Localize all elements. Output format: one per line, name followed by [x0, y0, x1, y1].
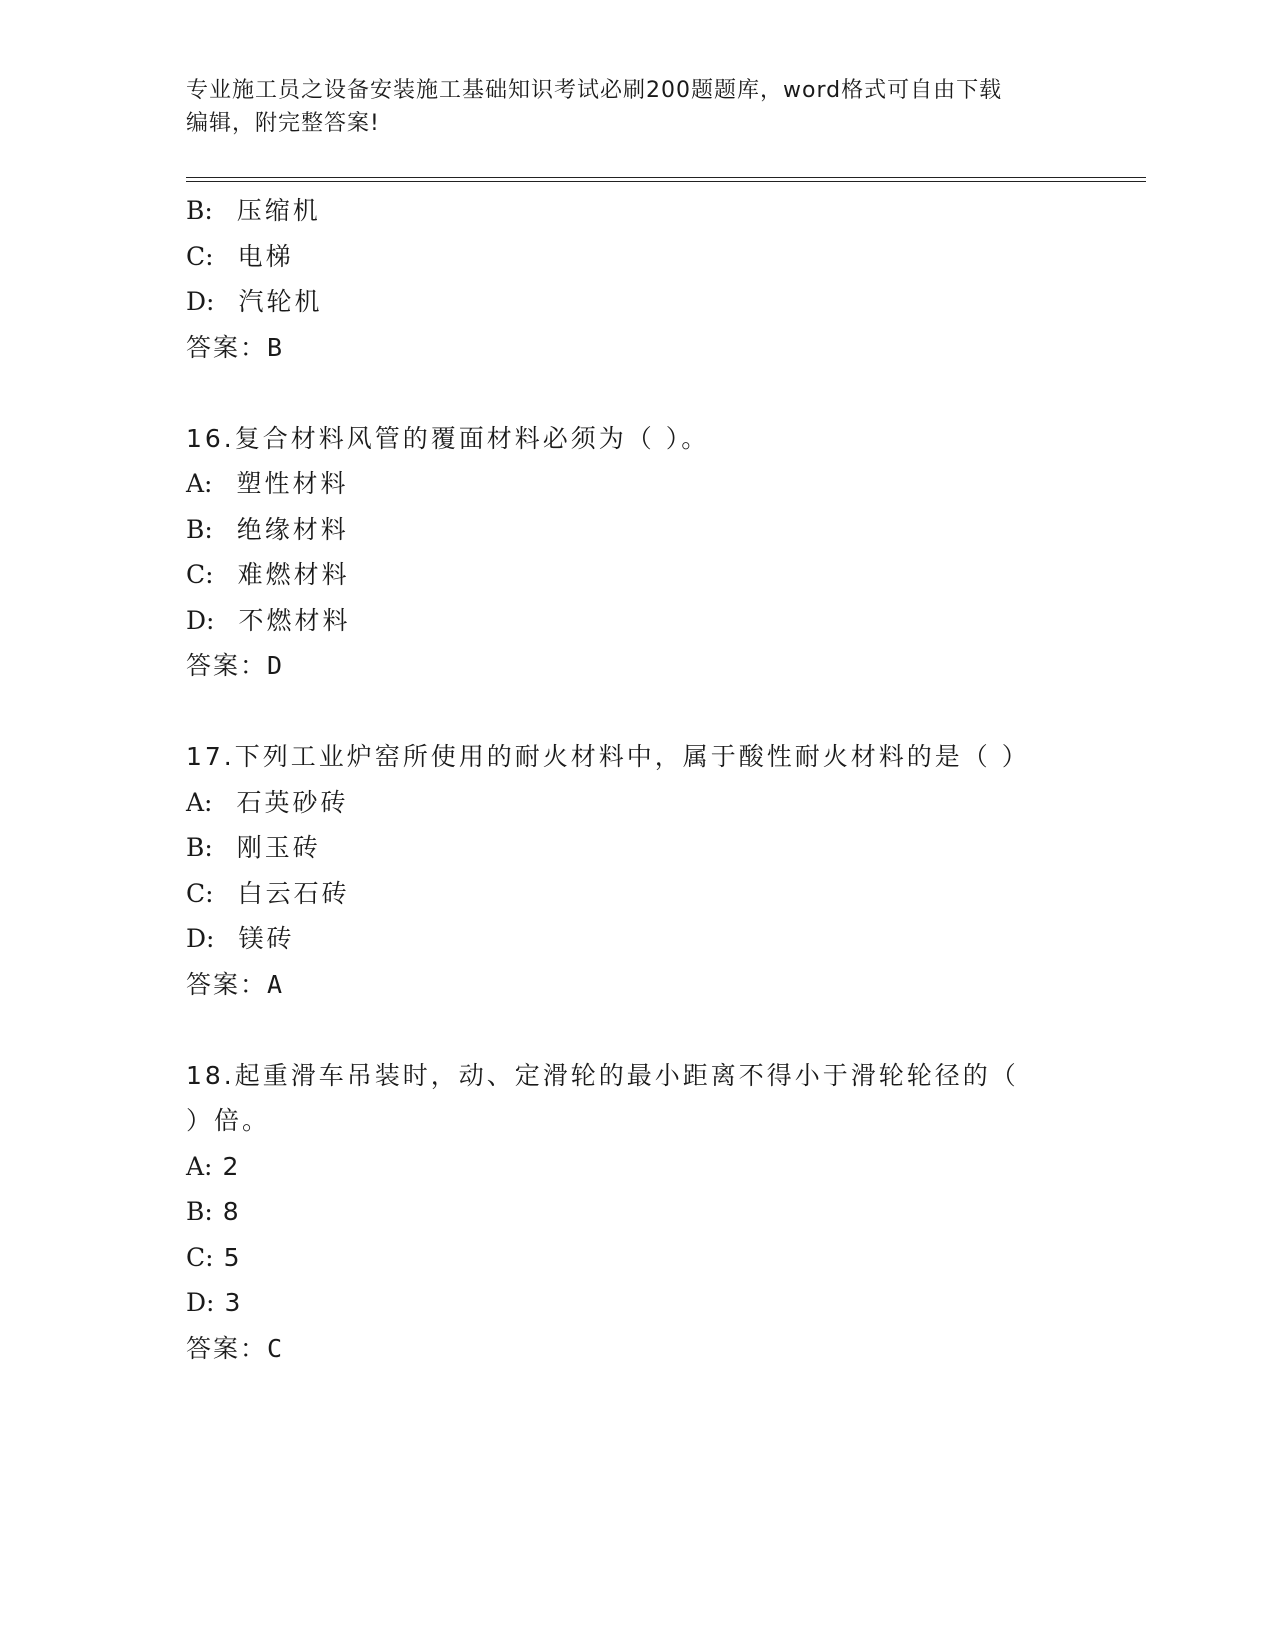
option-key: A:: [186, 469, 213, 498]
option-b: [186, 188, 1146, 234]
option-text: 不燃材料: [238, 605, 351, 635]
question-stem-line-1: 18.起重滑车吊装时，动、定滑轮的最小距离不得小于滑轮轮径的（: [186, 1060, 1019, 1090]
option-text: 电梯: [237, 241, 294, 271]
option-a: [186, 461, 1146, 507]
option-c: [186, 1235, 1146, 1281]
option-text: 刚玉砖: [236, 833, 321, 862]
option-text: 白云石砖: [237, 878, 350, 908]
option-key: C:: [186, 241, 214, 271]
answer-line: [186, 643, 1146, 689]
option-text: 2: [222, 1151, 242, 1181]
option-key: A:: [186, 787, 213, 817]
spacer: [186, 1007, 1146, 1053]
answer-value: D: [267, 651, 284, 680]
question-stem-line-2: ）倍。: [186, 1106, 271, 1135]
answer-line: [186, 325, 1146, 371]
option-key: D:: [186, 605, 215, 635]
option-d: [186, 598, 1146, 644]
option-text: 石英砂砖: [236, 787, 349, 817]
option-c: [186, 552, 1146, 598]
option-b: [186, 825, 1146, 871]
option-a: [186, 780, 1146, 826]
option-text: 镁砖: [238, 924, 295, 953]
question-stem: 17.下列工业炉窑所使用的耐火材料中，属于酸性耐火材料的是（ ）: [186, 742, 1030, 771]
option-key: A:: [186, 1151, 213, 1181]
option-key: B:: [186, 833, 213, 862]
answer-label: 答案：: [186, 651, 268, 680]
option-key: D:: [186, 287, 215, 316]
header-title-line-1: 专业施工员之设备安装施工基础知识考试必刷200题题库，word格式可自由下载: [186, 78, 1003, 103]
header-title-line-2: 编辑，附完整答案!: [186, 111, 380, 136]
document-header: [186, 74, 1066, 140]
option-b: [186, 507, 1146, 553]
answer-value: A: [267, 969, 284, 999]
answer-line: [186, 1326, 1146, 1372]
option-text: 绝缘材料: [236, 514, 349, 544]
option-key: B:: [186, 1197, 213, 1226]
option-text: 8: [222, 1197, 242, 1226]
answer-label: 答案：: [186, 1333, 268, 1363]
question-stem: 16.复合材料风管的覆面材料必须为（ ）。: [186, 423, 710, 453]
question-15: [186, 188, 1146, 370]
header-double-rule: [186, 177, 1146, 182]
question-18: [186, 1053, 1146, 1372]
question-17: [186, 734, 1146, 1007]
question-content: [186, 188, 1146, 1371]
option-key: B:: [186, 196, 213, 225]
spacer: [186, 370, 1146, 416]
answer-label: 答案：: [186, 969, 268, 999]
answer-line: [186, 962, 1146, 1008]
option-d: [186, 279, 1146, 325]
option-text: 塑性材料: [236, 469, 349, 498]
answer-value: C: [267, 1333, 284, 1363]
option-key: C:: [186, 560, 214, 589]
option-key: D:: [186, 924, 215, 953]
option-key: C:: [186, 1242, 214, 1272]
option-text: 3: [224, 1288, 244, 1317]
option-key: C:: [186, 878, 214, 908]
answer-value: B: [267, 332, 284, 362]
answer-label: 答案：: [186, 332, 268, 362]
option-c: [186, 234, 1146, 280]
spacer: [186, 689, 1146, 735]
option-text: 难燃材料: [237, 560, 350, 589]
option-text: 汽轮机: [238, 287, 323, 316]
question-16: [186, 416, 1146, 689]
option-d: [186, 1280, 1146, 1326]
option-text: 5: [223, 1242, 243, 1272]
option-a: [186, 1144, 1146, 1190]
option-d: [186, 916, 1146, 962]
option-text: 压缩机: [236, 196, 321, 225]
option-key: B:: [186, 514, 213, 544]
option-key: D:: [186, 1288, 215, 1317]
option-c: [186, 871, 1146, 917]
option-b: [186, 1189, 1146, 1235]
